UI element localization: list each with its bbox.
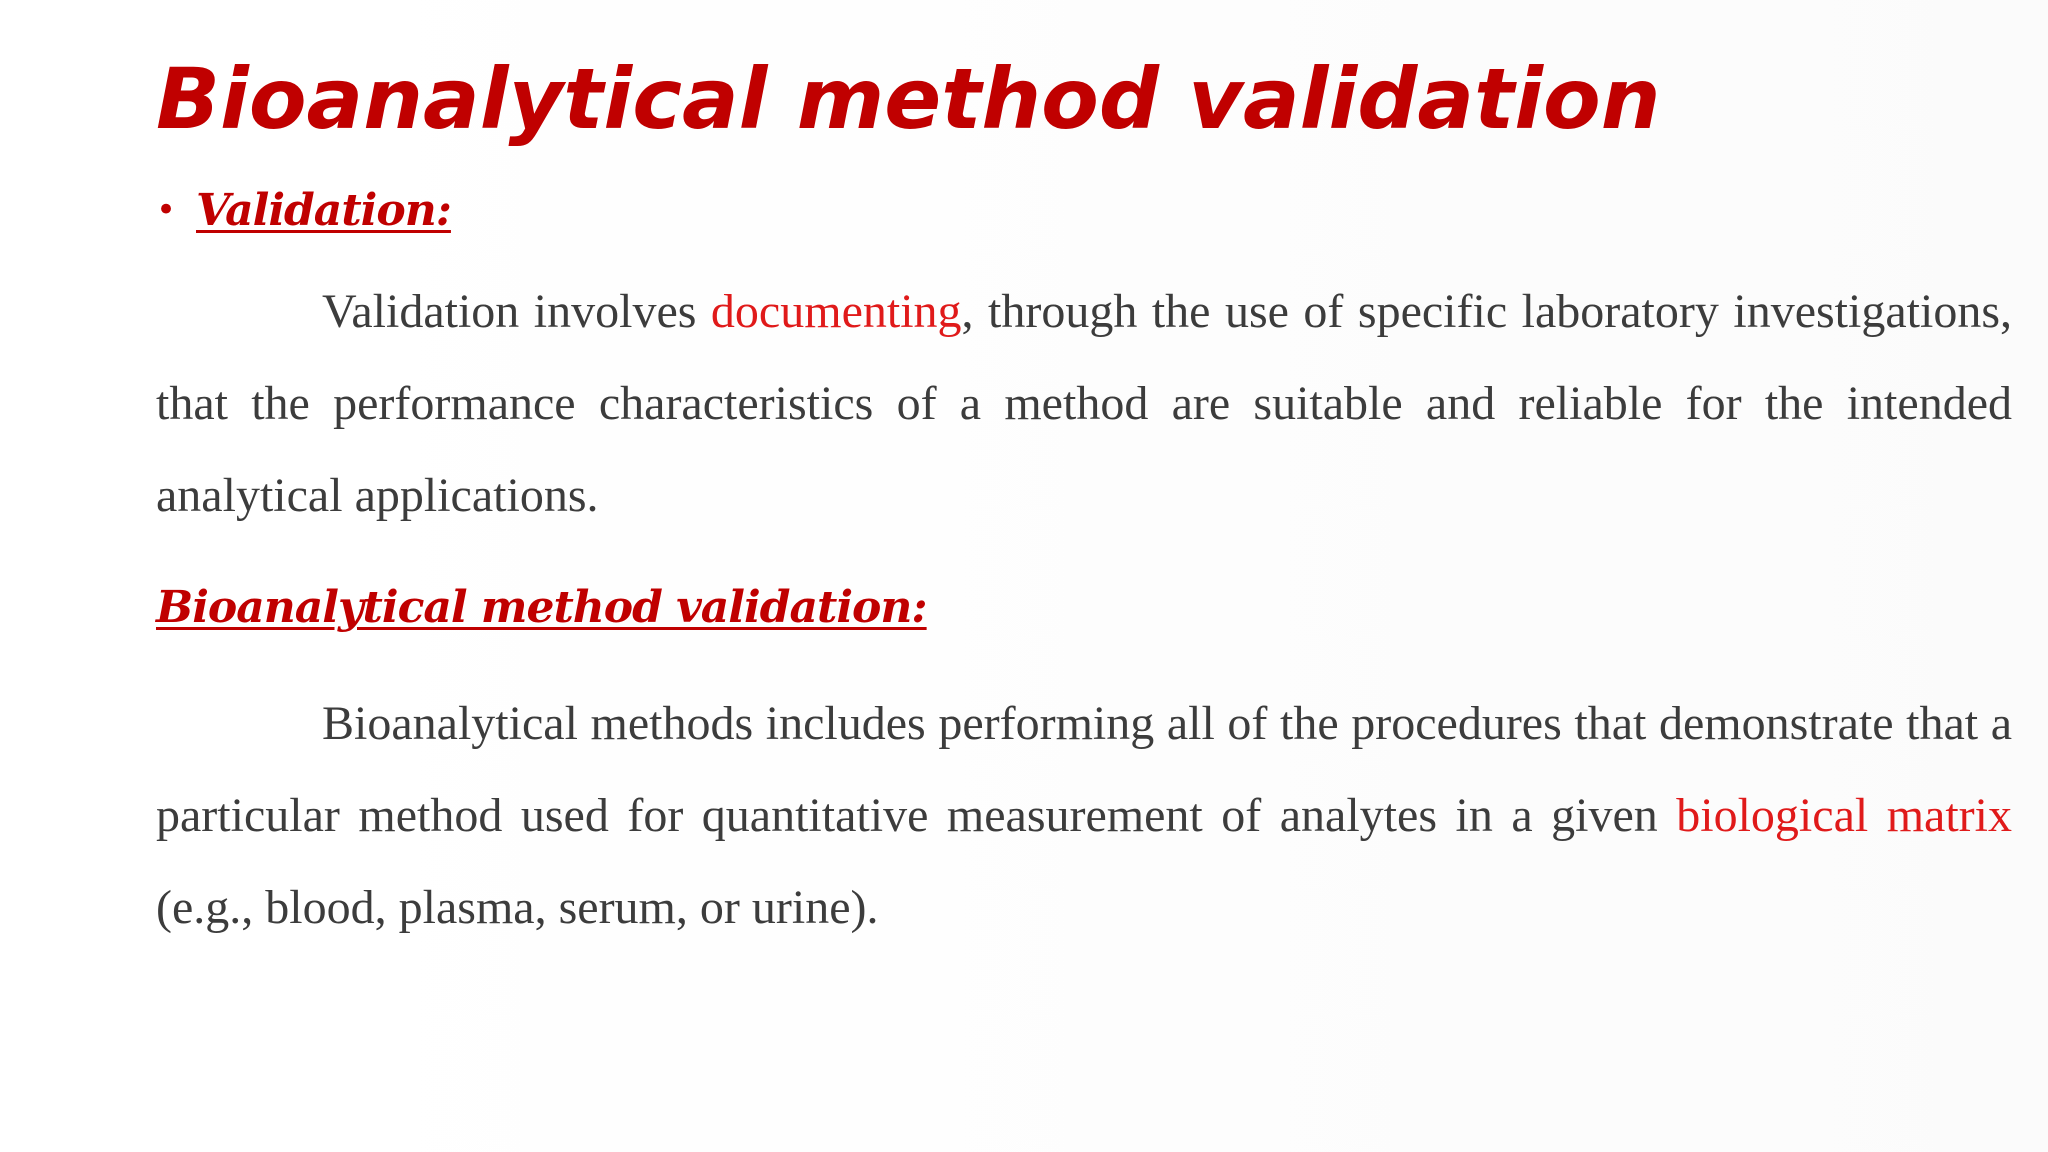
documenting-highlight: documenting <box>710 285 962 338</box>
bioanalytical-text-end: (e.g., blood, plasma, serum, or urine). <box>156 881 879 934</box>
bioanalytical-paragraph <box>156 678 2012 954</box>
bullet-marker: • <box>156 190 177 230</box>
validation-bullet-heading <box>156 178 451 243</box>
validation-heading: Validation: <box>196 185 451 236</box>
validation-paragraph <box>156 266 2012 542</box>
bioanalytical-validation-heading: Bioanalytical method validation: <box>156 582 927 633</box>
validation-text-start: Validation involves <box>322 285 711 338</box>
biological-matrix-highlight: biological matrix <box>1676 789 2012 842</box>
bioanalytical-text-start: Bioanalytical methods includes performing all of the procedures that demonstrate that a particular method used for quantitative measurement of analytes in a given <box>156 697 2012 842</box>
slide-title: Bioanalytical method validation <box>156 50 1661 148</box>
validation-text-end: , through the use of specific laboratory investigations, that the performance characteristics of a method are suitable and reliable for the intended analytical applications. <box>156 285 2013 522</box>
